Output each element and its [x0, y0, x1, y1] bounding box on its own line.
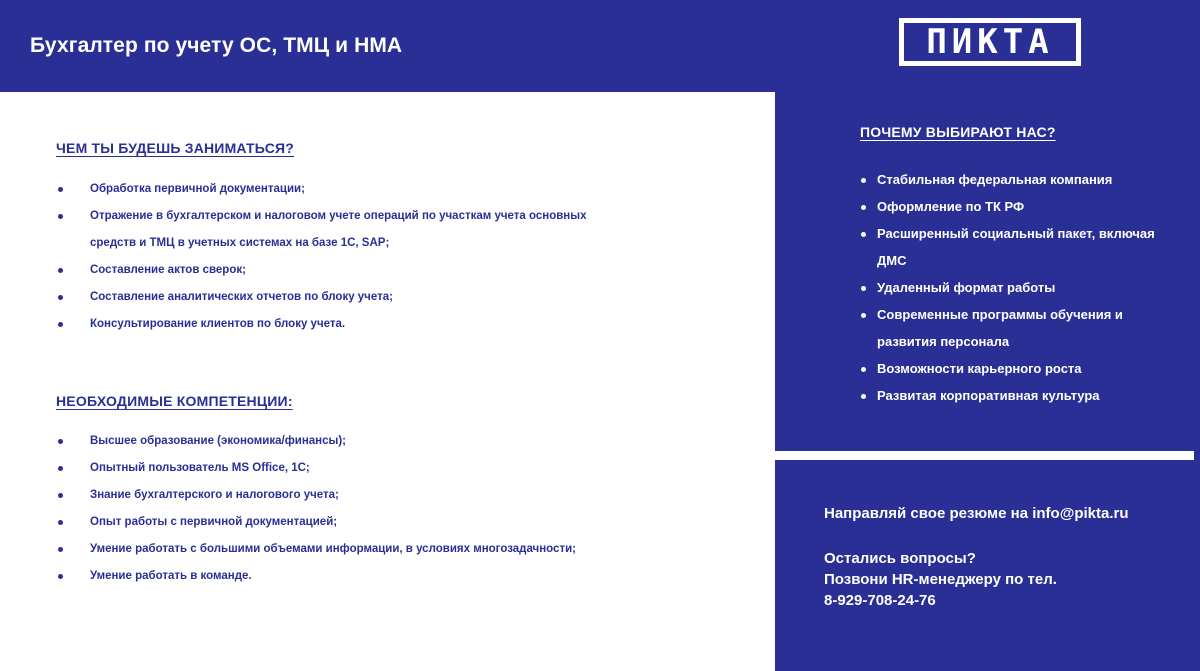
- pikta-logo: [899, 18, 1081, 66]
- list-item: Умение работать в команде.: [56, 563, 736, 590]
- phone-number: 8-929-708-24-76: [824, 592, 936, 609]
- list-item: Опыт работы с первичной документацией;: [56, 509, 736, 536]
- list-item: Возможности карьерного роста: [860, 355, 1177, 382]
- list-item: Составление актов сверок;: [56, 257, 616, 284]
- why-us-list: [860, 166, 1177, 409]
- competencies-list: [56, 428, 736, 590]
- list-item: Оформление по ТК РФ: [860, 193, 1177, 220]
- logo-text: ПИКТА: [926, 22, 1054, 62]
- duties-list: [56, 176, 616, 338]
- list-item: Развитая корпоративная культура: [860, 382, 1177, 409]
- list-item: Консультирование клиентов по блоку учета.: [56, 311, 616, 338]
- header-bar: [0, 0, 1200, 92]
- competencies-heading: НЕОБХОДИМЫЕ КОМПЕТЕНЦИИ:: [56, 393, 293, 409]
- contact-block: [824, 548, 1057, 611]
- list-item: Составление аналитических отчетов по блоку учета;: [56, 284, 616, 311]
- panel-divider: [775, 451, 1200, 460]
- why-us-heading: ПОЧЕМУ ВЫБИРАЮТ НАС?: [860, 124, 1056, 140]
- list-item: Стабильная федеральная компания: [860, 166, 1177, 193]
- list-item: Обработка первичной документации;: [56, 176, 616, 203]
- list-item: Знание бухгалтерского и налогового учета;: [56, 482, 736, 509]
- questions-text: Остались вопросы?: [824, 550, 976, 567]
- list-item: Современные программы обучения и развития персонала: [860, 301, 1177, 355]
- resume-email-line: Направляй свое резюме на info@pikta.ru: [824, 505, 1129, 522]
- list-item: Удаленный формат работы: [860, 274, 1177, 301]
- page-title: Бухгалтер по учету ОС, ТМЦ и НМА: [30, 34, 403, 57]
- list-item: Умение работать с большими объемами информации, в условиях многозадачности;: [56, 536, 736, 563]
- call-hr-text: Позвони HR-менеджеру по тел.: [824, 571, 1057, 588]
- right-edge: [1194, 0, 1200, 671]
- duties-heading: ЧЕМ ТЫ БУДЕШЬ ЗАНИМАТЬСЯ?: [56, 140, 295, 156]
- list-item: Опытный пользователь MS Office, 1С;: [56, 455, 736, 482]
- list-item: Расширенный социальный пакет, включая ДМС: [860, 220, 1177, 274]
- list-item: Отражение в бухгалтерском и налоговом учете операций по участкам учета основных средств и ТМЦ в учетных системах на базе 1С, SAP;: [56, 203, 616, 257]
- list-item: Высшее образование (экономика/финансы);: [56, 428, 736, 455]
